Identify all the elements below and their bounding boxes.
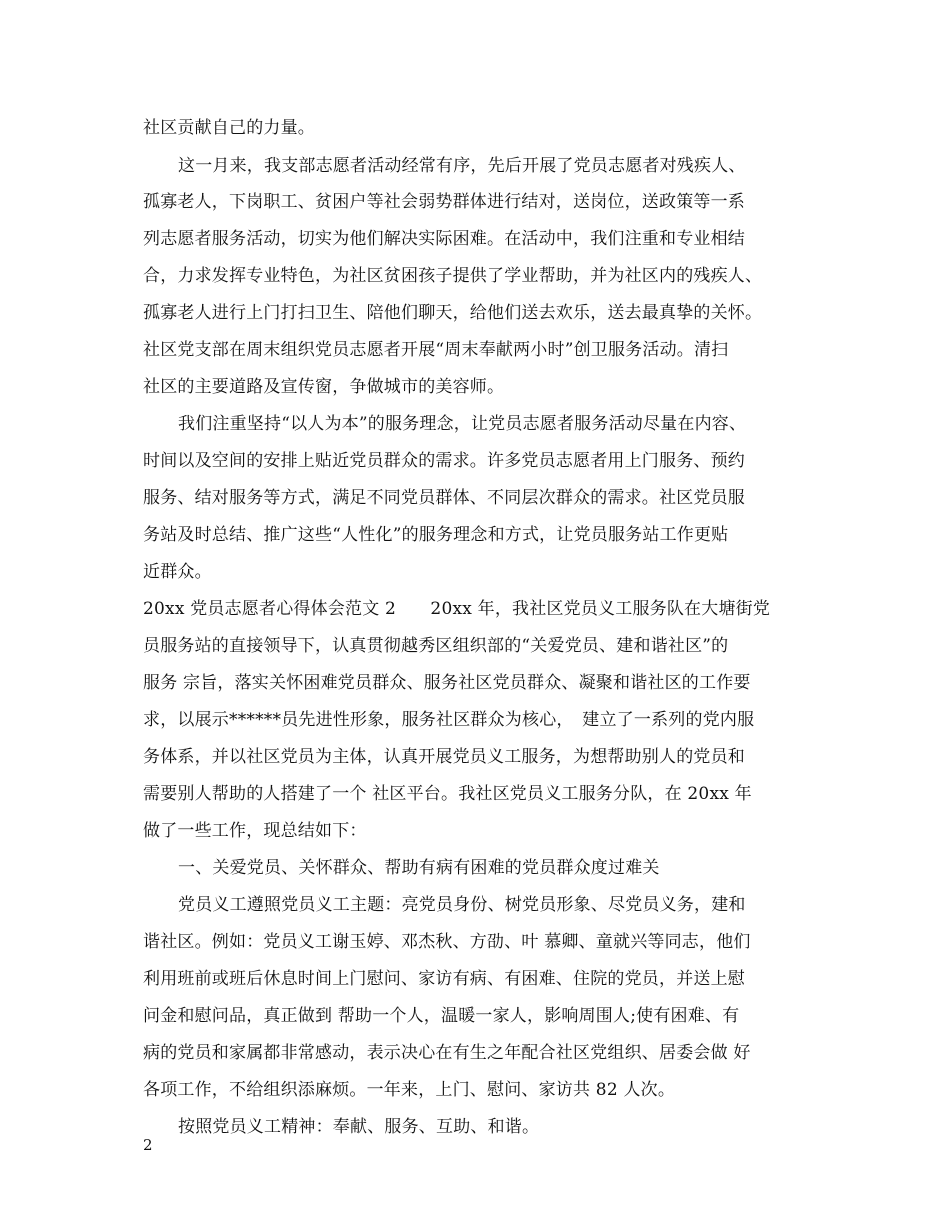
- text-line-4: 列志愿者服务活动，切实为他们解决实际困难。在活动中，我们注重和专业相结: [143, 229, 745, 249]
- text-line-22: 党员义工遵照党员义工主题：亮党员身份、树党员形象、尽党员义务，建和: [178, 895, 746, 915]
- text-line-24: 利用班前或班后休息时间上门慰问、家访有病、有困难、住院的党员，并送上慰: [143, 969, 745, 989]
- text-line-20: 做了一些工作，现总结如下：: [143, 821, 367, 841]
- text-line-25: 问金和慰问品，真正做到 帮助一个人，温暖一家人，影响周围人;使有困难、有: [143, 1006, 740, 1026]
- section-heading: 一、关爱党员、关怀群众、帮助有病有困难的党员群众度过难关: [178, 858, 660, 878]
- text-line-18: 务体系，并以社区党员为主体，认真开展党员义工服务，为想帮助别人的党员和: [143, 747, 745, 767]
- text-line-13: 近群众。: [143, 562, 212, 582]
- text-line-2: 这一月来，我支部志愿者活动经常有序，先后开展了党员志愿者对残疾人、: [178, 156, 746, 176]
- text-line-6: 孤寡老人进行上门打扫卫生、陪他们聊天，给他们送去欢乐，送去最真挚的关怀。: [143, 303, 763, 323]
- text-line-11: 服务、结对服务等方式，满足不同党员群体、不同层次群众的需求。社区党员服: [143, 488, 745, 508]
- text-line-12: 务站及时总结、推广这些“人性化”的服务理念和方式，让党员服务站工作更贴: [143, 525, 729, 545]
- text-line-3: 孤寡老人，下岗职工、贫困户等社会弱势群体进行结对，送岗位，送政策等一系: [143, 192, 745, 212]
- text-line-17: 求，以展示******员先进性形象，服务社区群众为核心， 建立了一系列的党内服: [143, 710, 755, 730]
- text-line-27: 各项工作，不给组织添麻烦。一年来，上门、慰问、家访共 82 人次。: [143, 1080, 676, 1100]
- text-line-7: 社区党支部在周末组织党员志愿者开展“周末奉献两小时”创卫服务活动。清扫: [143, 340, 729, 360]
- text-line-23: 谐社区。例如：党员义工谢玉婷、邓杰秋、方劭、叶 慕卿、童就兴等同志，他们: [143, 932, 751, 952]
- text-line-28: 按照党员义工精神：奉献、服务、互助、和谐。: [178, 1117, 540, 1137]
- text-line-8: 社区的主要道路及宣传窗，争做城市的美容师。: [143, 377, 505, 397]
- text-line-10: 时间以及空间的安排上贴近党员群众的需求。许多党员志愿者用上门服务、预约: [143, 451, 745, 471]
- text-line-14: 20xx 党员志愿者心得体会范文 2 20xx 年，我社区党员义工服务队在大塘街党: [143, 599, 771, 619]
- page-number: 2: [143, 1136, 153, 1154]
- text-line-19: 需要别人帮助的人搭建了一个 社区平台。我社区党员义工服务分队，在 20xx 年: [143, 784, 752, 804]
- text-line-1: 社区贡献自己的力量。: [143, 118, 315, 138]
- text-line-26: 病的党员和家属都非常感动，表示决心在有生之年配合社区党组织、居委会做 好: [143, 1043, 751, 1063]
- text-line-16: 服务 宗旨，落实关怀困难党员群众、服务社区党员群众、凝聚和谐社区的工作要: [143, 673, 751, 693]
- text-line-5: 合，力求发挥专业特色，为社区贫困孩子提供了学业帮助，并为社区内的残疾人、: [143, 266, 763, 286]
- text-line-15: 员服务站的直接领导下，认真贯彻越秀区组织部的“关爱党员、建和谐社区”的: [143, 636, 729, 656]
- text-line-9: 我们注重坚持“以人为本”的服务理念，让党员志愿者服务活动尽量在内容、: [178, 414, 747, 434]
